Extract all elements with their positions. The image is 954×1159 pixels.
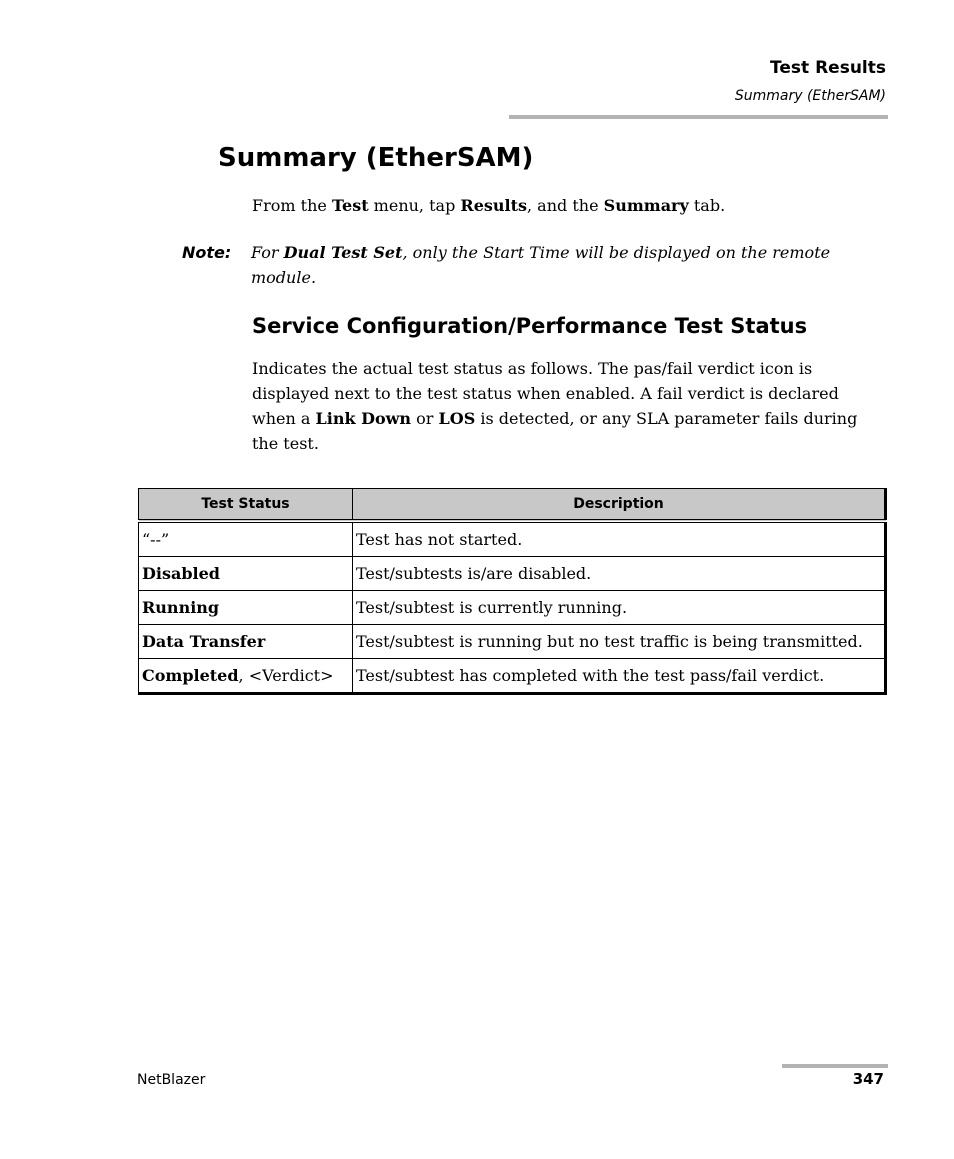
note-text-part: For	[251, 243, 284, 262]
status-cell	[139, 591, 353, 625]
intro-tab-name: Summary	[603, 196, 689, 215]
test-status-table	[138, 488, 887, 695]
page-number: 347	[852, 1070, 884, 1088]
status-value: Disabled	[142, 564, 220, 583]
running-header-title: Test Results	[770, 58, 886, 78]
paragraph-emphasis: Link Down	[315, 409, 412, 428]
intro-item-name: Results	[460, 196, 527, 215]
status-value: Completed	[142, 666, 239, 685]
status-value: Running	[142, 598, 220, 617]
description-cell: Test/subtest is currently running.	[353, 591, 886, 625]
status-cell	[139, 521, 353, 557]
note-text-part: , only the Start Time will be displayed on the remote module.	[251, 243, 831, 287]
intro-paragraph	[252, 196, 725, 215]
header-rule	[509, 115, 888, 119]
note-label: Note:	[182, 243, 232, 262]
section-paragraph	[252, 356, 882, 456]
paragraph-text: or	[411, 409, 439, 428]
description-cell: Test has not started.	[353, 521, 886, 557]
description-cell: Test/subtests is/are disabled.	[353, 557, 886, 591]
intro-text: menu, tap	[368, 196, 461, 215]
paragraph-emphasis: LOS	[438, 409, 476, 428]
table-row	[139, 625, 886, 659]
table-header-row	[139, 489, 886, 522]
running-header-subtitle: Summary (EtherSAM)	[734, 88, 886, 104]
status-cell	[139, 659, 353, 694]
description-cell: Test/subtest has completed with the test pass/fail verdict.	[353, 659, 886, 694]
intro-text: From the	[252, 196, 332, 215]
paragraph-text: is detected, or any SLA parameter fails during the test.	[252, 409, 858, 453]
footer-rule	[782, 1064, 888, 1068]
description-cell: Test/subtest is running but no test traffic is being transmitted.	[353, 625, 886, 659]
column-header-test-status: Test Status	[139, 489, 353, 522]
status-suffix: , <Verdict>	[238, 666, 334, 685]
status-value: “--”	[142, 530, 170, 549]
intro-text: tab.	[688, 196, 726, 215]
page-title: Summary (EtherSAM)	[218, 143, 534, 173]
table-row	[139, 659, 886, 694]
table-row	[139, 591, 886, 625]
status-value: Data Transfer	[142, 632, 266, 651]
footer-product-name: NetBlazer	[137, 1072, 206, 1088]
section-heading: Service Configuration/Performance Test Status	[252, 314, 808, 338]
paragraph-text: Indicates the actual test status as follows. The pas/fail verdict icon is displayed next to the test status when enabled. A fail verdict is declared when a	[252, 359, 839, 428]
table-row	[139, 557, 886, 591]
status-cell	[139, 625, 353, 659]
column-header-description: Description	[353, 489, 886, 522]
note-emphasis: Dual Test Set	[283, 243, 403, 262]
status-cell	[139, 557, 353, 591]
table-row	[139, 521, 886, 557]
intro-menu-name: Test	[331, 196, 369, 215]
intro-text: , and the	[527, 196, 604, 215]
note-text	[251, 240, 871, 290]
